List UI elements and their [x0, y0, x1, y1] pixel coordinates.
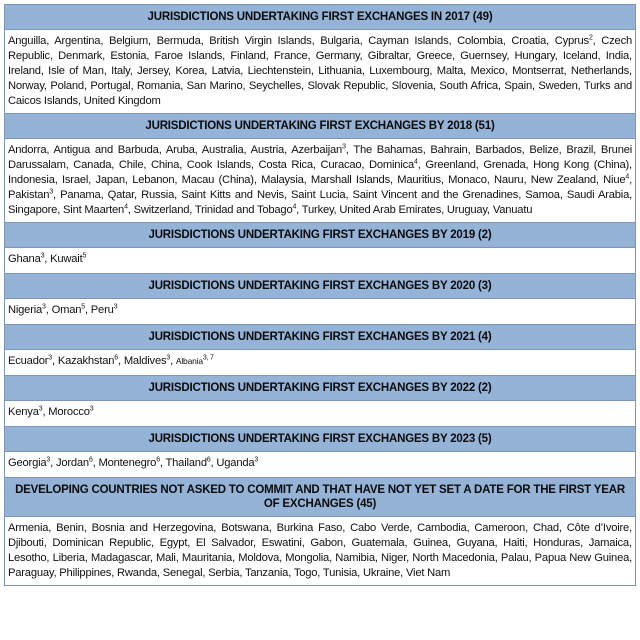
- jurisdiction-name: Palau: [500, 552, 529, 564]
- jurisdiction-name: Portugal: [90, 80, 131, 92]
- jurisdiction-name: Denmark: [58, 50, 103, 62]
- jurisdiction-name: Eswatini: [261, 537, 302, 549]
- jurisdiction-name: Indonesia: [8, 174, 55, 186]
- jurisdiction-name: Albania: [175, 356, 203, 366]
- footnote-marker: 6: [114, 354, 118, 362]
- jurisdiction-name: Italy: [111, 65, 130, 77]
- jurisdiction-name: Mongolia: [285, 552, 330, 564]
- jurisdiction-name: Switzerland: [133, 204, 190, 216]
- jurisdiction-name: Lesotho: [8, 552, 47, 564]
- jurisdiction-name: Cayman Islands: [368, 35, 449, 47]
- footnote-marker: 2: [588, 34, 593, 42]
- jurisdiction-name: Macau (China): [181, 174, 254, 186]
- jurisdiction-name: Armenia: [8, 522, 49, 534]
- jurisdiction-name: Barbados: [475, 144, 522, 156]
- jurisdiction-name: Samoa: [525, 189, 560, 201]
- jurisdiction-name: Guinea: [413, 537, 448, 549]
- jurisdiction-name: The Bahamas: [353, 144, 423, 156]
- jurisdiction-name: Ukraine: [362, 567, 401, 579]
- jurisdiction-name: Morocco: [48, 406, 90, 418]
- jurisdiction-name: Papua New Guinea: [534, 552, 630, 564]
- jurisdiction-name: Chile: [118, 159, 144, 171]
- jurisdiction-name: Bulgaria: [320, 35, 360, 47]
- footnote-marker: 4: [414, 158, 418, 166]
- jurisdiction-name: Cabo Verde: [350, 522, 410, 534]
- section-body: Georgia$^3$, Jordan$^6$, Montenegro$^6$, Thailand$^6$, Uganda$^3$: [8, 456, 259, 469]
- jurisdiction-name: Dominica: [369, 159, 415, 171]
- jurisdiction-name: Uganda: [216, 457, 255, 469]
- section-body: Ghana$^3$, Kuwait$^5$: [8, 252, 87, 265]
- footnote-marker: 5: [82, 252, 87, 260]
- jurisdiction-name: Hungary: [514, 50, 555, 62]
- jurisdiction-name: Jamaica: [588, 537, 629, 549]
- jurisdiction-name: Saint Vincent and the Grenadines: [352, 189, 519, 201]
- jurisdiction-name: Montserrat: [512, 65, 564, 77]
- jurisdiction-name: Saint Lucia: [291, 189, 346, 201]
- jurisdiction-name: Seychelles: [248, 80, 302, 92]
- jurisdiction-name: France: [273, 50, 308, 62]
- jurisdiction-name: Guernsey: [460, 50, 507, 62]
- footnote-marker: 6: [206, 456, 211, 464]
- jurisdiction-name: Haiti: [503, 537, 525, 549]
- footnote-marker: 5: [81, 303, 85, 311]
- jurisdiction-name: Singapore: [8, 204, 58, 216]
- footnote-marker: 3: [48, 354, 52, 362]
- section-header: JURISDICTIONS UNDERTAKING FIRST EXCHANGES BY 2022 (2): [5, 375, 635, 401]
- jurisdiction-name: India: [605, 50, 630, 62]
- jurisdiction-name: Togo: [293, 567, 318, 579]
- jurisdiction-name: Maldives: [123, 355, 167, 367]
- jurisdiction-name: Slovak Republic: [307, 80, 386, 92]
- jurisdiction-name: Djibouti: [8, 537, 44, 549]
- section-body: Ecuador$^3$, Kazakhstan$^6$, Maldives$^3$, Albania$^{3, 7}$: [8, 354, 214, 367]
- jurisdiction-name: Korea: [175, 65, 205, 77]
- jurisdiction-name: Burkina Faso: [276, 522, 343, 534]
- jurisdiction-name: Spain: [504, 80, 532, 92]
- jurisdiction-name: Turks and Caicos Islands: [8, 80, 632, 107]
- footnote-marker: 4: [124, 203, 128, 211]
- footnote-marker: 3: [113, 303, 118, 311]
- footnote-marker: 3: [38, 405, 43, 413]
- jurisdiction-name: Colombia: [457, 35, 503, 47]
- jurisdiction-name: Dominican Republic: [52, 537, 152, 549]
- jurisdiction-name: Kuwait: [50, 253, 83, 265]
- jurisdiction-name: Grenada: [483, 159, 526, 171]
- jurisdictions-table: [4, 4, 636, 586]
- jurisdiction-name: Turkey: [301, 204, 334, 216]
- section-body: Andorra, Antigua and Barbuda, Aruba, Australia, Austria, Azerbaijan$^3$, The Bahamas, Bahrain, Barbados, Belize, Brazil, Brunei Darussalam, Canada, Chile, China, Cook Islands, Costa Rica, Curacao, Dominica$^4$, Greenland, Grenada, Hong Kong (China), Indonesia, Israel, Japan, Lebanon, Macau (China), Malaysia, Marshall Islands, Mauritius, Monaco, Nauru, New Zealand, Niue$^4$, Pakistan$^3$, Panama, Qatar, Russia, Saint Kitts and Nevis, Saint Lucia, Saint Vincent and the Grenadines, Samoa, Saudi Arabia, Singapore, Sint Maarten$^4$, Switzerland, Trinidad and Tobago$^4$, Turkey, United Arab Emirates, Uruguay, Vanuatu: [8, 143, 633, 216]
- jurisdiction-name: Philippines: [59, 567, 112, 579]
- footnote-marker: 3: [342, 143, 346, 151]
- jurisdiction-name: Moldova: [238, 552, 280, 564]
- footnote-marker: 3: [89, 405, 94, 413]
- jurisdiction-name: Greece: [416, 50, 452, 62]
- jurisdiction-name: Oman: [51, 304, 82, 316]
- jurisdiction-name: Pakistan: [8, 189, 50, 201]
- jurisdiction-name: Jersey: [137, 65, 169, 77]
- section-header: JURISDICTIONS UNDERTAKING FIRST EXCHANGES IN 2017 (49): [5, 5, 635, 30]
- jurisdiction-name: Monaco: [448, 174, 487, 186]
- jurisdiction-name: South Africa: [439, 80, 498, 92]
- jurisdiction-name: Marshall Islands: [310, 174, 390, 186]
- jurisdiction-name: Saint Kitts and Nevis: [181, 189, 284, 201]
- jurisdiction-name: Tunisia: [322, 567, 358, 579]
- jurisdiction-name: Lithuania: [318, 65, 362, 77]
- jurisdiction-name: Mauritania: [181, 552, 233, 564]
- jurisdiction-name: Kenya: [8, 406, 39, 418]
- jurisdiction-name: Liechtenstein: [247, 65, 311, 77]
- jurisdiction-name: Poland: [50, 80, 84, 92]
- footnote-marker: 6: [156, 456, 160, 464]
- jurisdiction-name: Viet Nam: [405, 567, 451, 579]
- jurisdiction-name: Montenegro: [98, 457, 157, 469]
- jurisdiction-name: Isle of Man: [48, 65, 104, 77]
- jurisdiction-name: Saudi Arabia: [566, 189, 630, 201]
- jurisdiction-name: San Marino: [186, 80, 243, 92]
- section-header: JURISDICTIONS UNDERTAKING FIRST EXCHANGES BY 2021 (4): [5, 324, 635, 350]
- footnote-marker: 3: [40, 252, 45, 260]
- jurisdiction-name: Mauritius: [397, 174, 441, 186]
- footnote-marker: 4: [625, 173, 630, 181]
- jurisdiction-name: Senegal: [162, 567, 203, 579]
- jurisdiction-name: Japan: [95, 174, 125, 186]
- jurisdiction-name: Guatemala: [351, 537, 405, 549]
- jurisdiction-name: Mexico: [470, 65, 505, 77]
- jurisdiction-name: Benin: [56, 522, 84, 534]
- jurisdiction-name: Qatar: [107, 189, 135, 201]
- jurisdiction-name: Romania: [136, 80, 181, 92]
- jurisdiction-name: Malta: [436, 65, 464, 77]
- jurisdiction-name: Faroe Islands: [154, 50, 223, 62]
- jurisdiction-name: Serbia: [208, 567, 240, 579]
- jurisdiction-name: Anguilla: [8, 35, 47, 47]
- jurisdiction-name: El Salvador: [195, 537, 254, 549]
- jurisdiction-name: Egypt: [159, 537, 188, 549]
- jurisdiction-name: Rwanda: [117, 567, 157, 579]
- jurisdiction-name: Curacao: [320, 159, 362, 171]
- jurisdiction-name: Belgium: [108, 35, 148, 47]
- jurisdiction-name: Hong Kong (China): [533, 159, 630, 171]
- jurisdiction-name: Georgia: [8, 457, 47, 469]
- footnote-marker: 4: [292, 203, 297, 211]
- footnote-marker: 3: [42, 303, 46, 311]
- jurisdiction-name: Finland: [230, 50, 266, 62]
- jurisdiction-name: Azerbaijan: [291, 144, 343, 156]
- jurisdiction-name: Brunei Darussalam: [8, 144, 633, 171]
- jurisdiction-name: Malaysia: [261, 174, 304, 186]
- jurisdiction-name: Tanzania: [245, 567, 289, 579]
- jurisdiction-name: British Virgin Islands: [209, 35, 312, 47]
- jurisdiction-name: Austria: [250, 144, 285, 156]
- section-body: Kenya$^3$, Morocco$^3$: [8, 405, 94, 418]
- jurisdiction-name: Netherlands: [570, 65, 629, 77]
- jurisdiction-name: Jordan: [55, 457, 89, 469]
- jurisdiction-name: Slovenia: [391, 80, 433, 92]
- jurisdiction-name: Vanuatu: [492, 204, 533, 216]
- jurisdiction-name: Greenland: [425, 159, 476, 171]
- jurisdiction-name: Uruguay: [446, 204, 487, 216]
- jurisdiction-name: Kazakhstan: [57, 355, 115, 367]
- footnote-marker: 3: [254, 456, 259, 464]
- jurisdiction-name: Chad: [532, 522, 559, 534]
- jurisdiction-name: Panama: [60, 189, 101, 201]
- jurisdiction-name: Lebanon: [132, 174, 175, 186]
- jurisdiction-name: North Macedonia: [412, 552, 495, 564]
- jurisdiction-name: Bermuda: [156, 35, 201, 47]
- jurisdiction-name: Cook Islands: [186, 159, 251, 171]
- jurisdiction-name: Ecuador: [8, 355, 49, 367]
- jurisdiction-name: Australia: [201, 144, 244, 156]
- jurisdiction-name: Gabon: [310, 537, 343, 549]
- jurisdiction-name: Bosnia and Herzegovina: [91, 522, 214, 534]
- jurisdiction-name: Mali: [155, 552, 176, 564]
- jurisdiction-name: Brazil: [566, 144, 594, 156]
- section-header: DEVELOPING COUNTRIES NOT ASKED TO COMMIT AND THAT HAVE NOT YET SET A DATE FOR THE FIRST YEAR OF EXCHANGES (45): [5, 477, 635, 517]
- jurisdiction-name: Niue: [603, 174, 626, 186]
- jurisdiction-name: China: [150, 159, 180, 171]
- jurisdiction-name: Costa Rica: [258, 159, 313, 171]
- jurisdiction-name: Liberia: [52, 552, 85, 564]
- jurisdiction-name: Iceland: [562, 50, 598, 62]
- footnote-marker: 6: [88, 456, 93, 464]
- jurisdiction-name: Germany: [315, 50, 360, 62]
- jurisdiction-name: Belize: [529, 144, 559, 156]
- jurisdiction-name: Argentina: [54, 35, 101, 47]
- jurisdiction-name: Luxembourg: [369, 65, 430, 77]
- jurisdiction-name: Ireland: [8, 65, 41, 77]
- footnote-marker: 3: [46, 456, 51, 464]
- jurisdiction-name: Sint Maarten: [63, 204, 125, 216]
- jurisdiction-name: Estonia: [110, 50, 147, 62]
- jurisdiction-name: Latvia: [211, 65, 241, 77]
- jurisdiction-name: Antigua and Barbuda: [53, 144, 159, 156]
- jurisdiction-name: Honduras: [533, 537, 581, 549]
- jurisdiction-name: Israel: [62, 174, 89, 186]
- jurisdiction-name: Côte d’Ivoire: [566, 522, 630, 534]
- jurisdiction-name: Ghana: [8, 253, 41, 265]
- jurisdiction-name: Bahrain: [430, 144, 468, 156]
- jurisdiction-name: Aruba: [165, 144, 195, 156]
- jurisdiction-name: Cameroon: [474, 522, 526, 534]
- jurisdiction-name: Namibia: [335, 552, 375, 564]
- jurisdiction-name: Russia: [141, 189, 175, 201]
- jurisdiction-name: Cyprus: [554, 35, 589, 47]
- jurisdiction-name: Sweden: [538, 80, 578, 92]
- jurisdiction-name: New Zealand: [530, 174, 596, 186]
- footnote-marker: 3: [166, 354, 171, 362]
- jurisdiction-name: Croatia: [511, 35, 547, 47]
- section-body: Armenia, Benin, Bosnia and Herzegovina, Botswana, Burkina Faso, Cabo Verde, Cambodia, Cameroon, Chad, Côte d’Ivoire, Djibouti, Dominican Republic, Egypt, El Salvador, Eswatini, Gabon, Guatemala, Guinea, Guyana, Haiti, Honduras, Jamaica, Lesotho, Liberia, Madagascar, Mali, Mauritania, Moldova, Mongolia, Namibia, Niger, North Macedonia, Palau, Papua New Guinea, Paraguay, Philippines, Rwanda, Senegal, Serbia, Tanzania, Togo, Tunisia, Ukraine, Viet Nam: [8, 522, 633, 579]
- jurisdiction-name: Nauru: [493, 174, 524, 186]
- jurisdiction-name: Botswana: [221, 522, 269, 534]
- section-body: Anguilla, Argentina, Belgium, Bermuda, British Virgin Islands, Bulgaria, Cayman Islands, Colombia, Croatia, Cyprus$^2$, Czech Republic, Denmark, Estonia, Faroe Islands, Finland, France, Germany, Gibraltar, Greece, Guernsey, Hungary, Iceland, India, Ireland, Isle of Man, Italy, Jersey, Korea, Latvia, Liechtenstein, Lithuania, Luxembourg, Malta, Mexico, Montserrat, Netherlands, Norway, Poland, Portugal, Romania, San Marino, Seychelles, Slovak Republic, Slovenia, South Africa, Spain, Sweden, Turks and Caicos Islands, United Kingdom: [8, 34, 632, 107]
- jurisdiction-name: Trinidad and Tobago: [194, 204, 293, 216]
- section-header: JURISDICTIONS UNDERTAKING FIRST EXCHANGES BY 2018 (51): [5, 113, 635, 139]
- section-header: JURISDICTIONS UNDERTAKING FIRST EXCHANGES BY 2019 (2): [5, 222, 635, 248]
- jurisdiction-name: Norway: [8, 80, 44, 92]
- footnote-marker: 3, 7: [202, 354, 214, 362]
- jurisdiction-name: Gibraltar: [367, 50, 409, 62]
- jurisdiction-name: Guyana: [456, 537, 495, 549]
- jurisdiction-name: Niger: [380, 552, 407, 564]
- jurisdiction-name: Paraguay: [8, 567, 54, 579]
- jurisdiction-name: United Arab Emirates: [339, 204, 442, 216]
- section-body: Nigeria$^3$, Oman$^5$, Peru$^3$: [8, 303, 118, 316]
- jurisdiction-name: Madagascar: [90, 552, 150, 564]
- jurisdiction-name: Czech Republic: [8, 35, 632, 62]
- jurisdiction-name: Canada: [73, 159, 112, 171]
- section-header: JURISDICTIONS UNDERTAKING FIRST EXCHANGES BY 2023 (5): [5, 426, 635, 452]
- jurisdiction-name: Cambodia: [417, 522, 467, 534]
- section-header: JURISDICTIONS UNDERTAKING FIRST EXCHANGES BY 2020 (3): [5, 273, 635, 299]
- jurisdiction-name: Peru: [90, 304, 114, 316]
- jurisdiction-name: Andorra: [8, 144, 47, 156]
- jurisdiction-name: Thailand: [165, 457, 207, 469]
- jurisdiction-name: Nigeria: [8, 304, 43, 316]
- jurisdiction-name: United Kingdom: [83, 95, 161, 107]
- footnote-marker: 3: [49, 188, 54, 196]
